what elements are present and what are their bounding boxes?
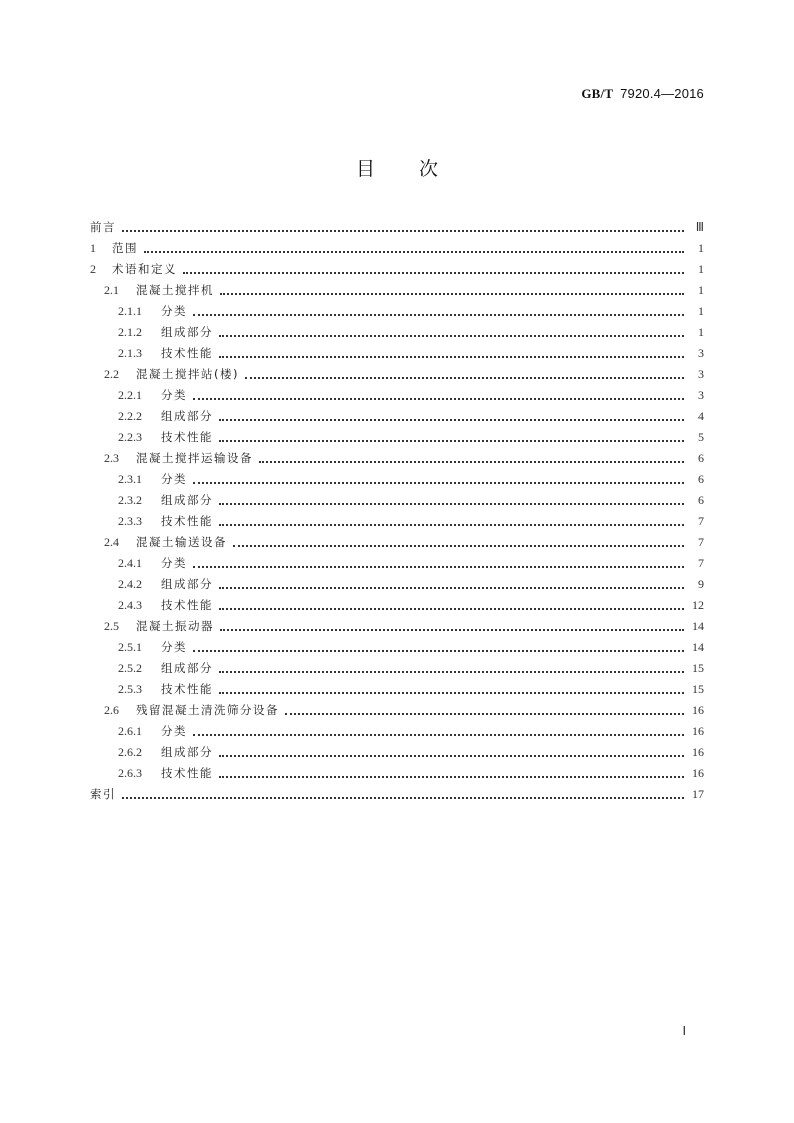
dot-leader	[183, 259, 684, 280]
toc-entry[interactable]	[90, 322, 704, 343]
toc-entry-title: 范围	[112, 241, 138, 255]
dot-leader	[219, 490, 684, 511]
toc-entry-title: 组成部分	[161, 409, 213, 423]
toc-entry-title: 混凝土搅拌站(楼)	[136, 367, 239, 381]
dot-leader	[193, 721, 684, 742]
toc-entry-title: 前言	[90, 220, 116, 234]
toc-entry-number: 2.6.1	[118, 724, 142, 738]
dot-leader	[122, 217, 684, 238]
toc-entry[interactable]	[90, 658, 704, 679]
toc-entry[interactable]	[90, 532, 704, 553]
toc-entry[interactable]	[90, 490, 704, 511]
toc-entry-page: 4	[698, 409, 704, 423]
dot-leader	[219, 658, 684, 679]
toc-entry-number: 2.3.2	[118, 493, 142, 507]
toc-entry[interactable]	[90, 574, 704, 595]
toc-entry-title: 技术性能	[161, 430, 213, 444]
toc-entry-page: Ⅲ	[695, 220, 704, 234]
toc-entry-title: 分类	[161, 472, 187, 486]
toc-entry[interactable]	[90, 448, 704, 469]
toc-entry-title: 混凝土振动器	[136, 619, 214, 633]
dot-leader	[193, 553, 684, 574]
dot-leader	[245, 364, 684, 385]
toc-entry-number: 2.1.1	[118, 304, 142, 318]
dot-leader	[219, 511, 684, 532]
toc-entry-title: 分类	[161, 556, 187, 570]
toc-entry-number: 2.3.3	[118, 514, 142, 528]
dot-leader	[219, 343, 684, 364]
toc-entry[interactable]	[90, 427, 704, 448]
dot-leader	[259, 448, 684, 469]
toc-entry-number: 2.6	[104, 703, 119, 717]
page-title	[0, 154, 794, 181]
toc-entry-title: 技术性能	[161, 682, 213, 696]
dot-leader	[220, 280, 684, 301]
toc-entry[interactable]	[90, 763, 704, 784]
toc-entry-title: 分类	[161, 304, 187, 318]
table-of-contents	[90, 217, 704, 805]
toc-entry-title: 术语和定义	[112, 262, 177, 276]
toc-entry[interactable]	[90, 511, 704, 532]
toc-entry-page: 1	[698, 304, 704, 318]
dot-leader	[219, 322, 684, 343]
toc-entry-page: 3	[698, 388, 704, 402]
dot-leader	[219, 595, 684, 616]
toc-entry[interactable]	[90, 595, 704, 616]
dot-leader	[193, 301, 684, 322]
toc-entry-number: 2.4	[104, 535, 119, 549]
toc-entry-number: 2.5	[104, 619, 119, 633]
standard-code	[581, 86, 704, 102]
toc-entry-title: 分类	[161, 724, 187, 738]
toc-entry-page: 14	[692, 640, 704, 654]
page-title-char-2: 次	[419, 158, 439, 180]
toc-entry-page: 14	[692, 619, 704, 633]
toc-entry[interactable]	[90, 238, 704, 259]
toc-entry[interactable]	[90, 742, 704, 763]
toc-entry-page: 5	[698, 430, 704, 444]
toc-entry[interactable]	[90, 784, 704, 805]
toc-entry-number: 2.2.2	[118, 409, 142, 423]
toc-entry-page: 7	[698, 535, 704, 549]
toc-entry-page: 6	[698, 472, 704, 486]
toc-entry-title: 混凝土搅拌机	[136, 283, 214, 297]
toc-entry-title: 技术性能	[161, 766, 213, 780]
dot-leader	[219, 574, 684, 595]
toc-entry-number: 2.1.2	[118, 325, 142, 339]
toc-entry-page: 9	[698, 577, 704, 591]
toc-entry-title: 混凝土搅拌运输设备	[136, 451, 253, 465]
dot-leader	[193, 385, 684, 406]
dot-leader	[219, 679, 684, 700]
page-number: Ⅰ	[682, 1024, 686, 1038]
toc-entry[interactable]	[90, 385, 704, 406]
dot-leader	[193, 469, 684, 490]
dot-leader	[233, 532, 684, 553]
toc-entry-number: 2.6.3	[118, 766, 142, 780]
standard-number: 7920.4—2016	[620, 86, 704, 101]
toc-entry-title: 组成部分	[161, 325, 213, 339]
toc-entry-number: 2.5.2	[118, 661, 142, 675]
page-title-char-1: 目	[355, 158, 375, 180]
toc-entry-page: 7	[698, 556, 704, 570]
toc-entry-title: 分类	[161, 640, 187, 654]
toc-entry-page: 3	[698, 367, 704, 381]
toc-entry[interactable]	[90, 364, 704, 385]
toc-entry-page: 12	[692, 598, 704, 612]
toc-entry-number: 2.2.1	[118, 388, 142, 402]
toc-entry[interactable]	[90, 406, 704, 427]
dot-leader	[219, 742, 684, 763]
toc-entry[interactable]	[90, 259, 704, 280]
toc-entry-title: 残留混凝土清洗筛分设备	[136, 703, 279, 717]
toc-entry[interactable]	[90, 700, 704, 721]
toc-entry-number: 2.4.2	[118, 577, 142, 591]
toc-entry-page: 6	[698, 451, 704, 465]
toc-entry-title: 组成部分	[161, 661, 213, 675]
toc-entry[interactable]	[90, 553, 704, 574]
dot-leader	[144, 238, 684, 259]
toc-entry-page: 16	[692, 745, 704, 759]
toc-entry[interactable]	[90, 721, 704, 742]
toc-entry-number: 2.6.2	[118, 745, 142, 759]
toc-entry-number: 2.2.3	[118, 430, 142, 444]
toc-entry-page: 15	[692, 682, 704, 696]
toc-entry-title: 技术性能	[161, 514, 213, 528]
toc-entry-title: 组成部分	[161, 493, 213, 507]
toc-entry-title: 组成部分	[161, 577, 213, 591]
toc-entry-title: 索引	[90, 787, 116, 801]
toc-entry[interactable]	[90, 301, 704, 322]
dot-leader	[193, 637, 684, 658]
toc-entry-page: 17	[692, 787, 704, 801]
toc-entry-page: 3	[698, 346, 704, 360]
toc-entry-title: 技术性能	[161, 346, 213, 360]
dot-leader	[219, 427, 684, 448]
toc-entry-title: 混凝土输送设备	[136, 535, 227, 549]
toc-entry[interactable]	[90, 616, 704, 637]
dot-leader	[220, 616, 684, 637]
toc-entry-page: 1	[698, 283, 704, 297]
toc-entry-number: 2.1	[104, 283, 119, 297]
toc-entry-number: 2.2	[104, 367, 119, 381]
toc-entry-number: 2.4.1	[118, 556, 142, 570]
toc-entry[interactable]	[90, 637, 704, 658]
toc-entry-page: 1	[698, 325, 704, 339]
toc-entry-page: 16	[692, 724, 704, 738]
toc-entry-page: 1	[698, 241, 704, 255]
dot-leader	[285, 700, 684, 721]
toc-entry[interactable]	[90, 343, 704, 364]
toc-entry-page: 16	[692, 766, 704, 780]
toc-entry[interactable]	[90, 280, 704, 301]
toc-entry-page: 7	[698, 514, 704, 528]
toc-entry-page: 1	[698, 262, 704, 276]
toc-entry-title: 分类	[161, 388, 187, 402]
toc-entry-number: 2.4.3	[118, 598, 142, 612]
toc-entry-title: 组成部分	[161, 745, 213, 759]
toc-entry[interactable]	[90, 217, 704, 238]
toc-entry-number: 1	[90, 241, 96, 255]
dot-leader	[122, 784, 684, 805]
standard-prefix: GB/T	[581, 86, 614, 101]
toc-entry-number: 2	[90, 262, 96, 276]
toc-entry-title: 技术性能	[161, 598, 213, 612]
toc-entry[interactable]	[90, 469, 704, 490]
toc-entry-page: 15	[692, 661, 704, 675]
toc-entry-number: 2.5.3	[118, 682, 142, 696]
toc-entry-page: 6	[698, 493, 704, 507]
toc-entry-number: 2.5.1	[118, 640, 142, 654]
toc-entry-number: 2.1.3	[118, 346, 142, 360]
toc-entry-number: 2.3.1	[118, 472, 142, 486]
toc-entry-page: 16	[692, 703, 704, 717]
toc-entry-number: 2.3	[104, 451, 119, 465]
dot-leader	[219, 406, 684, 427]
toc-entry[interactable]	[90, 679, 704, 700]
dot-leader	[219, 763, 684, 784]
